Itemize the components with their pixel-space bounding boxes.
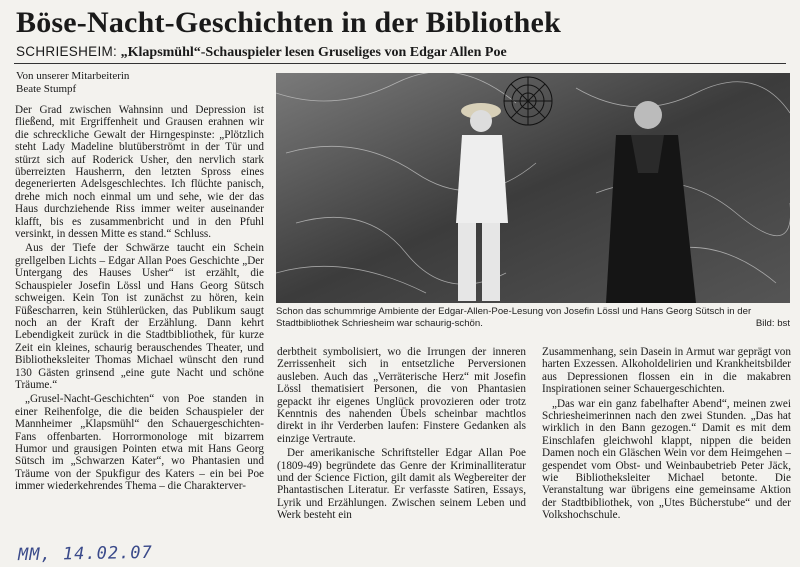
photo-caption bbox=[276, 306, 790, 330]
handwritten-date-note: MM, 14.02.07 bbox=[17, 542, 153, 566]
subheadline bbox=[16, 44, 786, 61]
paragraph: Aus der Tiefe der Schwärze taucht ein Schein grellgelben Lichts – Edgar Allan Poes Geschichte „Der Untergang des Hauses Usher“ ist erzählt, die Schauspieler Josefin Lössl und Hans Georg Sütsch schweigen. Kein Ton ist zunächst zu hören, kein Füßescharren, kein Stühlerücken, das Publikum saugt noch an der Kraft der Erzählung. Dann kehrt Lebendigkeit zurück in die Stadtbibliothek, für kurze Zeit ein kleines, schaurig berauschendes Theater, und Bibliotheksleiter Thomas Michael wünscht den rund 130 Gästen grinsend „eine gute Nacht und schöne Träume.“ bbox=[15, 242, 264, 391]
caption-text: Schon das schummrige Ambiente der Edgar-Allen-Poe-Lesung von Josefin Lössl und Hans Georg Sütsch in der Stadtbibliothek Schriesheim war schaurig-schön. bbox=[276, 306, 752, 329]
photo-credit: Bild: bst bbox=[755, 318, 790, 329]
paragraph: Zusammenhang, sein Dasein in Armut war geprägt von harten Exzessen. Alkoholdelirien und Krankheitsbilder aus Depressionen flossen ein in die makabren Inspirationen seiner Schauergeschichten. bbox=[542, 346, 791, 396]
byline-role: Von unserer Mitarbeiterin bbox=[16, 70, 130, 82]
paragraph: Der Grad zwischen Wahnsinn und Depression ist fließend, mit Ergriffenheit und Grausen erahnen wir die schreckliche Gewalt der Hirngespinste: „Plötzlich steht Lady Madeline blutüberströmt in der Tür und stürzt sich auf Roderick Usher, den nervlich stark überreizten Hausherrn, den letzten Spross eines degenerierten Adelsgeschlechtes. Ich flüchte panisch, drehe mich noch einmal um und sehe, wie der das Haus durchziehende Riss immer weiter auseinander klafft, bis es zusammenbricht und in den Pfuhl versinkt, in dessen Mitte es stand.“ Schluss. bbox=[15, 104, 264, 241]
header-rule bbox=[14, 63, 786, 64]
paragraph: „Grusel-Nacht-Geschichten“ von Poe standen in einer Reihenfolge, die die beiden Schauspieler der Mannheimer „Klapsmühl“ den Schauergeschichten-Fans offenbarten. Horrormonologe mit bizarrem Humor und grausigen Pointen etwa mit Hans Georg Sütsch im „Schwarzen Kater“, wo Phantasien und Träume von der Spukfigur des Katers – ein bei Poe immer wiederkehrendes Thema – die Charakterver- bbox=[15, 393, 264, 493]
headline: Böse-Nacht-Geschichten in der Bibliothek bbox=[16, 6, 561, 39]
spiderweb-icon bbox=[504, 77, 552, 125]
paragraph: „Das war ein ganz fabelhafter Abend“, meinen zwei Schriesheimerinnen nach den zwei Stunden. „Das hat wirklich in den Bann gezogen.“ Damit es mit dem Einschlafen gleichwohl klappt, nippen die beiden Damen noch ein Gläschen Wein vor dem Heimgehen – gespendet vom Obst- und Weinbaubetrieb Peter Jäck, wie Bibliotheksleiter Michael betonte. Die Veranstaltung war übrigens eine gemeinsame Aktion der Stadtbibliothek, von „Utes Bücherstube“ und der Volkshochschule. bbox=[542, 397, 791, 522]
paragraph: derbtheit symbolisiert, wo die Irrungen der inneren Zerrissenheit sich in entsetzliche Perversionen ausleben. Auch das „Verräterische Herz“ mit Josefin Lössl thematisiert Personen, die von Phantasien gepackt ihr eigenes Unglück provozieren oder trotz Kenntnis des nahenden Übels scheinbar machtlos direkt in ihr Verderben laufen: Finstere Gedanken als einzige Vertraute. bbox=[277, 346, 526, 445]
deck-text: „Klapsmühl“-Schauspieler lesen Gruseliges von Edgar Allen Poe bbox=[117, 45, 507, 60]
text-column-2 bbox=[277, 346, 526, 550]
photo-illustration bbox=[276, 73, 790, 303]
byline bbox=[16, 70, 129, 95]
event-photo bbox=[276, 73, 790, 303]
text-column-1 bbox=[15, 104, 264, 548]
byline-author: Beate Stumpf bbox=[16, 82, 77, 95]
dateline-place: SCHRIESHEIM: bbox=[16, 44, 118, 59]
text-column-3 bbox=[542, 346, 791, 550]
paragraph: Der amerikanische Schriftsteller Edgar Allan Poe (1809-49) begründete das Genre der Kriminalliteratur und der Science Fiction, gilt damit als Wegbereiter der Phantastischen Literatur. Er verfasste Satiren, Essays, Lyrik und Erzählungen. Zwischen seinem Leben und Werk besteht ein bbox=[277, 447, 526, 522]
